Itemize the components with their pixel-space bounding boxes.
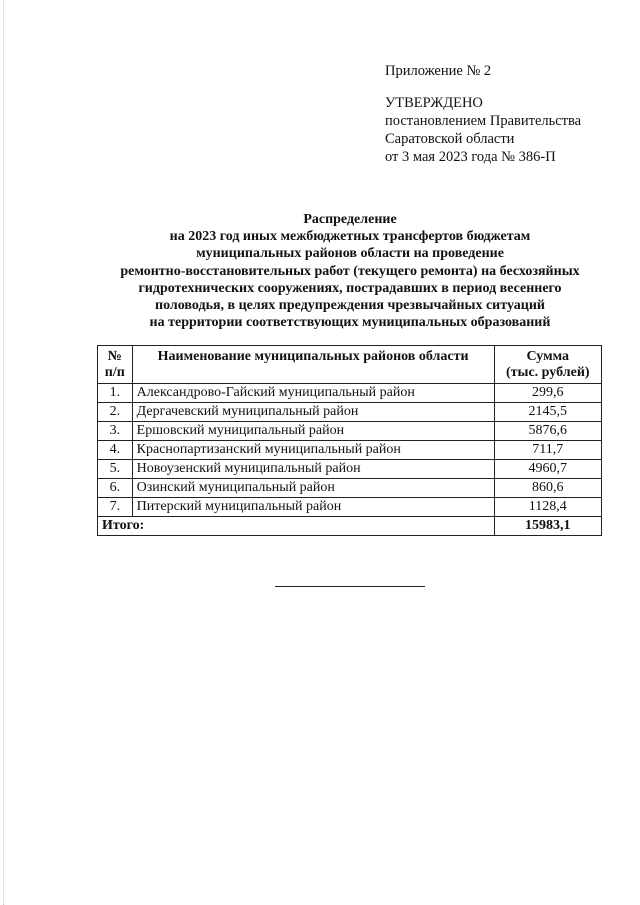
table-header-row — [98, 346, 602, 384]
approval-block — [385, 62, 630, 166]
header-number-line2: п/п — [104, 365, 125, 380]
row-sum: 4960,7 — [494, 460, 601, 479]
title-line: Распределение — [303, 212, 397, 227]
approval-resolution: постановлением Правительства — [385, 113, 582, 129]
page-edge-marks — [3, 0, 5, 905]
title-line: на 2023 год иных межбюджетных трансфертов бюджетам — [169, 229, 531, 245]
table-row — [98, 479, 602, 498]
title-line: ремонтно-восстановительных работ (текущего ремонта) на бесхозяйных — [120, 263, 580, 279]
row-district: Краснопартизанский муниципальный район — [132, 441, 494, 460]
row-number: 3. — [98, 422, 133, 441]
annex-number: Приложение № 2 — [385, 63, 492, 79]
header-sum-line2: (тыс. рублей) — [506, 365, 590, 380]
row-number: 4. — [98, 441, 133, 460]
title-line: на территории соответствующих муниципальных образований — [149, 315, 551, 331]
row-district: Ершовский муниципальный район — [132, 422, 494, 441]
distribution-table — [97, 345, 602, 536]
table-row — [98, 422, 602, 441]
row-number: 7. — [98, 498, 133, 517]
row-sum: 5876,6 — [494, 422, 601, 441]
row-number: 5. — [98, 460, 133, 479]
table-row — [98, 498, 602, 517]
title-line: муниципальных районов области на проведение — [196, 246, 504, 262]
row-number: 2. — [98, 403, 133, 422]
approval-authority: Саратовской области — [385, 131, 515, 147]
table-row — [98, 384, 602, 403]
table-total-row — [98, 517, 602, 536]
row-district: Дергачевский муниципальный район — [132, 403, 494, 422]
header-number — [98, 346, 133, 384]
row-sum: 299,6 — [494, 384, 601, 403]
document-title — [90, 211, 610, 331]
row-sum: 711,7 — [494, 441, 601, 460]
row-district: Новоузенский муниципальный район — [132, 460, 494, 479]
row-number: 1. — [98, 384, 133, 403]
table-row — [98, 403, 602, 422]
approved-stamp: УТВЕРЖДЕНО — [385, 95, 483, 111]
table-row — [98, 460, 602, 479]
total-label: Итого: — [98, 517, 495, 536]
title-line: гидротехнических сооружениях, пострадавших в период весеннего — [138, 280, 562, 296]
row-sum: 2145,5 — [494, 403, 601, 422]
row-district: Питерский муниципальный район — [132, 498, 494, 517]
row-number: 6. — [98, 479, 133, 498]
header-sum-line1: Сумма — [526, 349, 570, 364]
title-line: половодья, в целях предупреждения чрезвычайных ситуаций — [155, 298, 545, 314]
closing-line — [275, 586, 425, 587]
approval-date: от 3 мая 2023 года № 386-П — [385, 149, 556, 165]
table-row — [98, 441, 602, 460]
row-sum: 860,6 — [494, 479, 601, 498]
header-sum — [494, 346, 601, 384]
header-number-line1: № — [107, 349, 122, 364]
header-district-name: Наименование муниципальных районов области — [132, 346, 494, 384]
row-district: Озинский муниципальный район — [132, 479, 494, 498]
total-sum: 15983,1 — [494, 517, 601, 536]
row-sum: 1128,4 — [494, 498, 601, 517]
row-district: Александрово-Гайский муниципальный район — [132, 384, 494, 403]
